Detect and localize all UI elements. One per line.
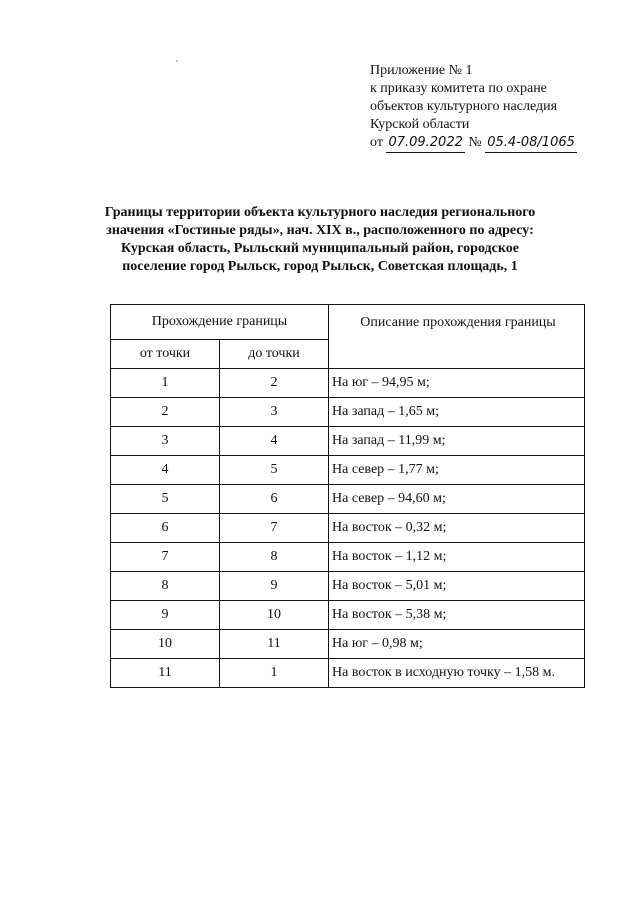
header-to-point: до точки (220, 340, 329, 369)
from-point-cell: 10 (111, 630, 220, 659)
appendix-line-2: к приказу комитета по охране (370, 81, 547, 96)
table-row (111, 659, 585, 688)
description-cell: На восток – 5,38 м; (329, 601, 585, 630)
table-row (111, 543, 585, 572)
table-row (111, 427, 585, 456)
description-cell: На юг – 0,98 м; (329, 630, 585, 659)
to-point-cell: 7 (220, 514, 329, 543)
title-line-3: Курская область, Рыльский муниципальный район, городское (121, 241, 519, 256)
document-title (60, 204, 580, 276)
number-label: № (468, 135, 482, 150)
description-cell: На юг – 94,95 м; (329, 369, 585, 398)
appendix-block (370, 62, 577, 153)
from-label: от (370, 135, 383, 150)
from-point-cell: 3 (111, 427, 220, 456)
description-cell: На восток – 1,12 м; (329, 543, 585, 572)
title-line-1: Границы территории объекта культурного наследия регионального (104, 205, 536, 220)
description-cell: На север – 1,77 м; (329, 456, 585, 485)
to-point-cell: 1 (220, 659, 329, 688)
table-row (111, 601, 585, 630)
from-point-cell: 7 (111, 543, 220, 572)
from-point-cell: 2 (111, 398, 220, 427)
appendix-order-line (370, 134, 577, 153)
description-cell: На запад – 1,65 м; (329, 398, 585, 427)
table-row (111, 485, 585, 514)
title-line-4: поселение город Рыльск, город Рыльск, Советская площадь, 1 (122, 259, 518, 274)
to-point-cell: 11 (220, 630, 329, 659)
to-point-cell: 9 (220, 572, 329, 601)
order-date: 07.09.2022 (386, 134, 464, 153)
from-point-cell: 5 (111, 485, 220, 514)
from-point-cell: 1 (111, 369, 220, 398)
table-row (111, 514, 585, 543)
table-row (111, 369, 585, 398)
table-row (111, 630, 585, 659)
to-point-cell: 3 (220, 398, 329, 427)
appendix-line-1: Приложение № 1 (370, 63, 473, 78)
to-point-cell: 2 (220, 369, 329, 398)
header-from-point: от точки (111, 340, 220, 369)
title-line-2: значения «Гостиные ряды», нач. XIX в., расположенного по адресу: (106, 223, 534, 238)
to-point-cell: 6 (220, 485, 329, 514)
description-cell: На восток – 5,01 м; (329, 572, 585, 601)
boundary-table (110, 304, 585, 688)
order-number: 05.4-08/1065 (485, 134, 577, 153)
to-point-cell: 4 (220, 427, 329, 456)
header-description: Описание прохождения границы (329, 305, 585, 369)
description-cell: На восток – 0,32 м; (329, 514, 585, 543)
from-point-cell: 4 (111, 456, 220, 485)
appendix-line-4: Курской области (370, 117, 470, 132)
description-cell: На запад – 11,99 м; (329, 427, 585, 456)
table-header-row (111, 305, 585, 340)
from-point-cell: 8 (111, 572, 220, 601)
appendix-line-3: объектов культурного наследия (370, 99, 558, 114)
from-point-cell: 9 (111, 601, 220, 630)
description-cell: На восток в исходную точку – 1,58 м. (329, 659, 585, 688)
header-group: Прохождение границы (111, 305, 329, 340)
from-point-cell: 11 (111, 659, 220, 688)
table-row (111, 398, 585, 427)
scan-speck (176, 60, 178, 62)
table-row (111, 456, 585, 485)
table-row (111, 572, 585, 601)
to-point-cell: 5 (220, 456, 329, 485)
description-cell: На север – 94,60 м; (329, 485, 585, 514)
to-point-cell: 8 (220, 543, 329, 572)
to-point-cell: 10 (220, 601, 329, 630)
from-point-cell: 6 (111, 514, 220, 543)
